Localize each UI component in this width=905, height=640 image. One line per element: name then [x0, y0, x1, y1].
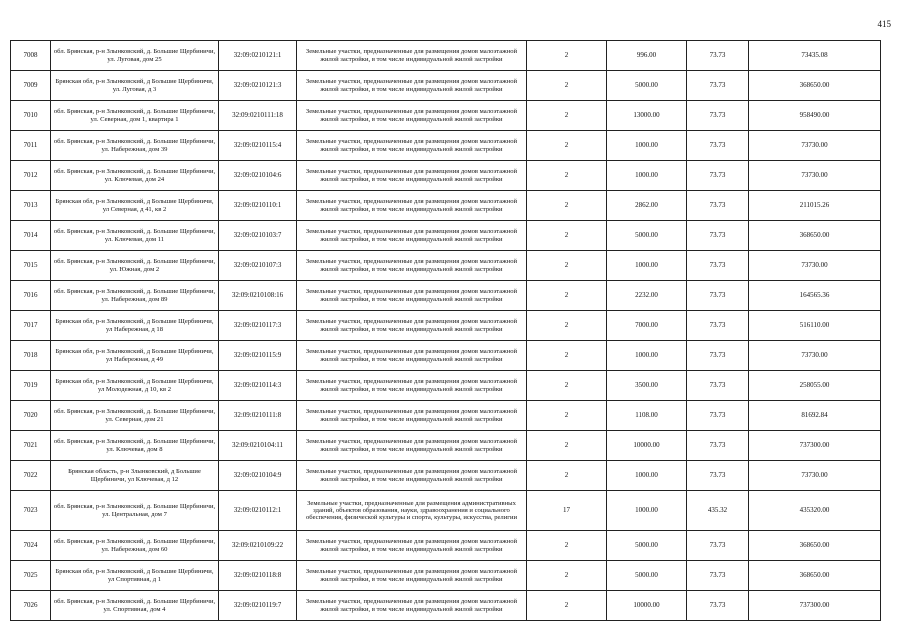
address-cell: обл. Брянская, р-н Злынковский, д. Большие Щербиничи, ул. Набережная, дом 60 [51, 531, 219, 561]
row-id-cell: 7012 [11, 161, 51, 191]
cadastral-number-cell: 32:09:0210104:11 [219, 431, 297, 461]
value-cell: 958490.00 [749, 101, 881, 131]
table-row [11, 191, 881, 221]
group-cell: 2 [527, 341, 607, 371]
row-id-cell: 7011 [11, 131, 51, 161]
area-cell: 7000.00 [607, 311, 687, 341]
value-cell: 73730.00 [749, 341, 881, 371]
area-cell: 1000.00 [607, 341, 687, 371]
land-use-cell: Земельные участки, предназначенные для размещения домов малоэтажной жилой застройки, в том числе индивидуальной жилой застройки [297, 341, 527, 371]
area-cell: 1000.00 [607, 251, 687, 281]
value-cell: 73730.00 [749, 161, 881, 191]
rate-cell: 73.73 [687, 101, 749, 131]
cadastral-number-cell: 32:09:0210104:6 [219, 161, 297, 191]
group-cell: 2 [527, 131, 607, 161]
table-row [11, 71, 881, 101]
cadastral-number-cell: 32:09:0210103:7 [219, 221, 297, 251]
group-cell: 2 [527, 281, 607, 311]
land-use-cell: Земельные участки, предназначенные для размещения домов малоэтажной жилой застройки, в том числе индивидуальной жилой застройки [297, 431, 527, 461]
row-id-cell: 7021 [11, 431, 51, 461]
area-cell: 1000.00 [607, 461, 687, 491]
area-cell: 5000.00 [607, 71, 687, 101]
row-id-cell: 7020 [11, 401, 51, 431]
land-use-cell: Земельные участки, предназначенные для размещения домов малоэтажной жилой застройки, в том числе индивидуальной жилой застройки [297, 591, 527, 621]
value-cell: 81692.84 [749, 401, 881, 431]
area-cell: 5000.00 [607, 221, 687, 251]
land-use-cell: Земельные участки, предназначенные для размещения домов малоэтажной жилой застройки, в том числе индивидуальной жилой застройки [297, 371, 527, 401]
address-cell: Брянская обл, р-н Злынковский, д Большие Щербиничи, ул. Луговая, д 3 [51, 71, 219, 101]
address-cell: обл. Брянская, р-н Злынковский, д. Большие Щербиничи, ул. Ключевая, дом 11 [51, 221, 219, 251]
group-cell: 2 [527, 371, 607, 401]
rate-cell: 73.73 [687, 311, 749, 341]
value-cell: 73730.00 [749, 461, 881, 491]
land-use-cell: Земельные участки, предназначенные для размещения домов малоэтажной жилой застройки, в том числе индивидуальной жилой застройки [297, 71, 527, 101]
rate-cell: 73.73 [687, 431, 749, 461]
row-id-cell: 7026 [11, 591, 51, 621]
group-cell: 2 [527, 311, 607, 341]
rate-cell: 73.73 [687, 131, 749, 161]
area-cell: 1000.00 [607, 131, 687, 161]
table-row [11, 281, 881, 311]
area-cell: 2232.00 [607, 281, 687, 311]
group-cell: 2 [527, 531, 607, 561]
cadastral-table [10, 40, 881, 621]
value-cell: 435320.00 [749, 491, 881, 531]
area-cell: 996.00 [607, 41, 687, 71]
row-id-cell: 7013 [11, 191, 51, 221]
address-cell: обл. Брянская, р-н Злынковский, д. Большие Щербиничи, ул. Спортивная, дом 4 [51, 591, 219, 621]
address-cell: Брянская обл, р-н Злынковский, д Большие Щербиничи, ул Спортивная, д 1 [51, 561, 219, 591]
land-use-cell: Земельные участки, предназначенные для размещения домов малоэтажной жилой застройки, в том числе индивидуальной жилой застройки [297, 561, 527, 591]
value-cell: 368650.00 [749, 71, 881, 101]
row-id-cell: 7010 [11, 101, 51, 131]
row-id-cell: 7008 [11, 41, 51, 71]
page-number: 415 [877, 19, 891, 29]
value-cell: 73730.00 [749, 251, 881, 281]
cadastral-number-cell: 32:09:0210104:9 [219, 461, 297, 491]
land-use-cell: Земельные участки, предназначенные для размещения домов малоэтажной жилой застройки, в том числе индивидуальной жилой застройки [297, 531, 527, 561]
land-use-cell: Земельные участки, предназначенные для размещения административных зданий, объектов образования, науки, здравоохранения и социального обеспечения, физической культуры и спорта, культуры, искусства, религии [297, 491, 527, 531]
rate-cell: 73.73 [687, 281, 749, 311]
land-use-cell: Земельные участки, предназначенные для размещения домов малоэтажной жилой застройки, в том числе индивидуальной жилой застройки [297, 311, 527, 341]
address-cell: обл. Брянская, р-н Злынковский, д. Большие Щербиничи, ул. Ключевая, дом 8 [51, 431, 219, 461]
value-cell: 73730.00 [749, 131, 881, 161]
row-id-cell: 7015 [11, 251, 51, 281]
table-row [11, 101, 881, 131]
address-cell: обл. Брянская, р-н Злынковский, д. Большие Щербиничи, ул. Набережная, дом 39 [51, 131, 219, 161]
land-use-cell: Земельные участки, предназначенные для размещения домов малоэтажной жилой застройки, в том числе индивидуальной жилой застройки [297, 101, 527, 131]
area-cell: 1000.00 [607, 161, 687, 191]
row-id-cell: 7018 [11, 341, 51, 371]
area-cell: 10000.00 [607, 431, 687, 461]
address-cell: обл. Брянская, р-н Злынковский, д. Большие Щербиничи, ул. Северная, дом 21 [51, 401, 219, 431]
row-id-cell: 7025 [11, 561, 51, 591]
value-cell: 211015.26 [749, 191, 881, 221]
rate-cell: 73.73 [687, 561, 749, 591]
group-cell: 2 [527, 191, 607, 221]
cadastral-number-cell: 32:09:0210109:22 [219, 531, 297, 561]
group-cell: 2 [527, 461, 607, 491]
cadastral-number-cell: 32:09:0210117:3 [219, 311, 297, 341]
value-cell: 737300.00 [749, 591, 881, 621]
group-cell: 2 [527, 71, 607, 101]
cadastral-number-cell: 32:09:0210111:8 [219, 401, 297, 431]
land-use-cell: Земельные участки, предназначенные для размещения домов малоэтажной жилой застройки, в том числе индивидуальной жилой застройки [297, 191, 527, 221]
table-row [11, 341, 881, 371]
row-id-cell: 7024 [11, 531, 51, 561]
land-use-cell: Земельные участки, предназначенные для размещения домов малоэтажной жилой застройки, в том числе индивидуальной жилой застройки [297, 161, 527, 191]
group-cell: 17 [527, 491, 607, 531]
value-cell: 164565.36 [749, 281, 881, 311]
rate-cell: 73.73 [687, 591, 749, 621]
land-use-cell: Земельные участки, предназначенные для размещения домов малоэтажной жилой застройки, в том числе индивидуальной жилой застройки [297, 131, 527, 161]
cadastral-number-cell: 32:09:0210115:9 [219, 341, 297, 371]
group-cell: 2 [527, 41, 607, 71]
group-cell: 2 [527, 591, 607, 621]
rate-cell: 73.73 [687, 461, 749, 491]
land-use-cell: Земельные участки, предназначенные для размещения домов малоэтажной жилой застройки, в том числе индивидуальной жилой застройки [297, 41, 527, 71]
value-cell: 737300.00 [749, 431, 881, 461]
table-row [11, 131, 881, 161]
rate-cell: 73.73 [687, 401, 749, 431]
group-cell: 2 [527, 221, 607, 251]
table-row [11, 591, 881, 621]
row-id-cell: 7014 [11, 221, 51, 251]
row-id-cell: 7019 [11, 371, 51, 401]
group-cell: 2 [527, 401, 607, 431]
value-cell: 258055.00 [749, 371, 881, 401]
cadastral-number-cell: 32:09:0210118:8 [219, 561, 297, 591]
cadastral-number-cell: 32:09:0210110:1 [219, 191, 297, 221]
cadastral-number-cell: 32:09:0210108:16 [219, 281, 297, 311]
value-cell: 368650.00 [749, 221, 881, 251]
address-cell: обл. Брянская, р-н Злынковский, д. Большие Щербиничи, ул. Луговая, дом 25 [51, 41, 219, 71]
table-row [11, 371, 881, 401]
land-use-cell: Земельные участки, предназначенные для размещения домов малоэтажной жилой застройки, в том числе индивидуальной жилой застройки [297, 251, 527, 281]
rate-cell: 73.73 [687, 161, 749, 191]
table-row [11, 431, 881, 461]
cadastral-number-cell: 32:09:0210121:3 [219, 71, 297, 101]
rate-cell: 73.73 [687, 371, 749, 401]
group-cell: 2 [527, 161, 607, 191]
address-cell: Брянская обл, р-н Злынковский, д Большие Щербиничи, ул Набережная, д 49 [51, 341, 219, 371]
row-id-cell: 7023 [11, 491, 51, 531]
row-id-cell: 7017 [11, 311, 51, 341]
group-cell: 2 [527, 251, 607, 281]
table-row [11, 461, 881, 491]
address-cell: Брянская обл, р-н Злынковский, д Большие Щербиничи, ул Молодежная, д 10, кв 2 [51, 371, 219, 401]
rate-cell: 73.73 [687, 341, 749, 371]
table-row [11, 251, 881, 281]
rate-cell: 73.73 [687, 221, 749, 251]
address-cell: Брянская область, р-н Злынковский, д Большие Щербиничи, ул Ключевая, д 12 [51, 461, 219, 491]
table-row [11, 401, 881, 431]
land-use-cell: Земельные участки, предназначенные для размещения домов малоэтажной жилой застройки, в том числе индивидуальной жилой застройки [297, 461, 527, 491]
group-cell: 2 [527, 431, 607, 461]
table-row [11, 221, 881, 251]
table-row [11, 531, 881, 561]
area-cell: 3500.00 [607, 371, 687, 401]
land-use-cell: Земельные участки, предназначенные для размещения домов малоэтажной жилой застройки, в том числе индивидуальной жилой застройки [297, 221, 527, 251]
rate-cell: 435.32 [687, 491, 749, 531]
table-row [11, 41, 881, 71]
address-cell: обл. Брянская, р-н Злынковский, д. Большие Щербиничи, ул. Северная, дом 1, квартира 1 [51, 101, 219, 131]
table-row [11, 161, 881, 191]
value-cell: 73435.08 [749, 41, 881, 71]
group-cell: 2 [527, 561, 607, 591]
cadastral-number-cell: 32:09:0210111:18 [219, 101, 297, 131]
land-use-cell: Земельные участки, предназначенные для размещения домов малоэтажной жилой застройки, в том числе индивидуальной жилой застройки [297, 401, 527, 431]
cadastral-number-cell: 32:09:0210112:1 [219, 491, 297, 531]
value-cell: 516110.00 [749, 311, 881, 341]
rate-cell: 73.73 [687, 531, 749, 561]
cadastral-number-cell: 32:09:0210121:1 [219, 41, 297, 71]
land-use-cell: Земельные участки, предназначенные для размещения домов малоэтажной жилой застройки, в том числе индивидуальной жилой застройки [297, 281, 527, 311]
area-cell: 10000.00 [607, 591, 687, 621]
address-cell: обл. Брянская, р-н Злынковский, д. Большие Щербиничи, ул. Ключевая, дом 24 [51, 161, 219, 191]
group-cell: 2 [527, 101, 607, 131]
address-cell: обл. Брянская, р-н Злынковский, д. Большие Щербиничи, ул. Набережная, дом 89 [51, 281, 219, 311]
area-cell: 5000.00 [607, 531, 687, 561]
area-cell: 5000.00 [607, 561, 687, 591]
table-body [11, 41, 881, 621]
address-cell: обл. Брянская, р-н Злынковский, д. Большие Щербиничи, ул. Центральная, дом 7 [51, 491, 219, 531]
cadastral-number-cell: 32:09:0210114:3 [219, 371, 297, 401]
area-cell: 1000.00 [607, 491, 687, 531]
rate-cell: 73.73 [687, 71, 749, 101]
rate-cell: 73.73 [687, 41, 749, 71]
address-cell: Брянская обл, р-н Злынковский, д Большие Щербиничи, ул Северная, д 41, кв 2 [51, 191, 219, 221]
area-cell: 13000.00 [607, 101, 687, 131]
table-row [11, 561, 881, 591]
cadastral-number-cell: 32:09:0210107:3 [219, 251, 297, 281]
area-cell: 2862.00 [607, 191, 687, 221]
area-cell: 1108.00 [607, 401, 687, 431]
rate-cell: 73.73 [687, 251, 749, 281]
cadastral-number-cell: 32:09:0210119:7 [219, 591, 297, 621]
row-id-cell: 7009 [11, 71, 51, 101]
row-id-cell: 7022 [11, 461, 51, 491]
cadastral-number-cell: 32:09:0210115:4 [219, 131, 297, 161]
value-cell: 368650.00 [749, 561, 881, 591]
table-row [11, 491, 881, 531]
row-id-cell: 7016 [11, 281, 51, 311]
rate-cell: 73.73 [687, 191, 749, 221]
address-cell: обл. Брянская, р-н Злынковский, д. Большие Щербиничи, ул. Южная, дом 2 [51, 251, 219, 281]
table-row [11, 311, 881, 341]
value-cell: 368650.00 [749, 531, 881, 561]
address-cell: Брянская обл, р-н Злынковский, д Большие Щербиничи, ул Набережная, д 18 [51, 311, 219, 341]
